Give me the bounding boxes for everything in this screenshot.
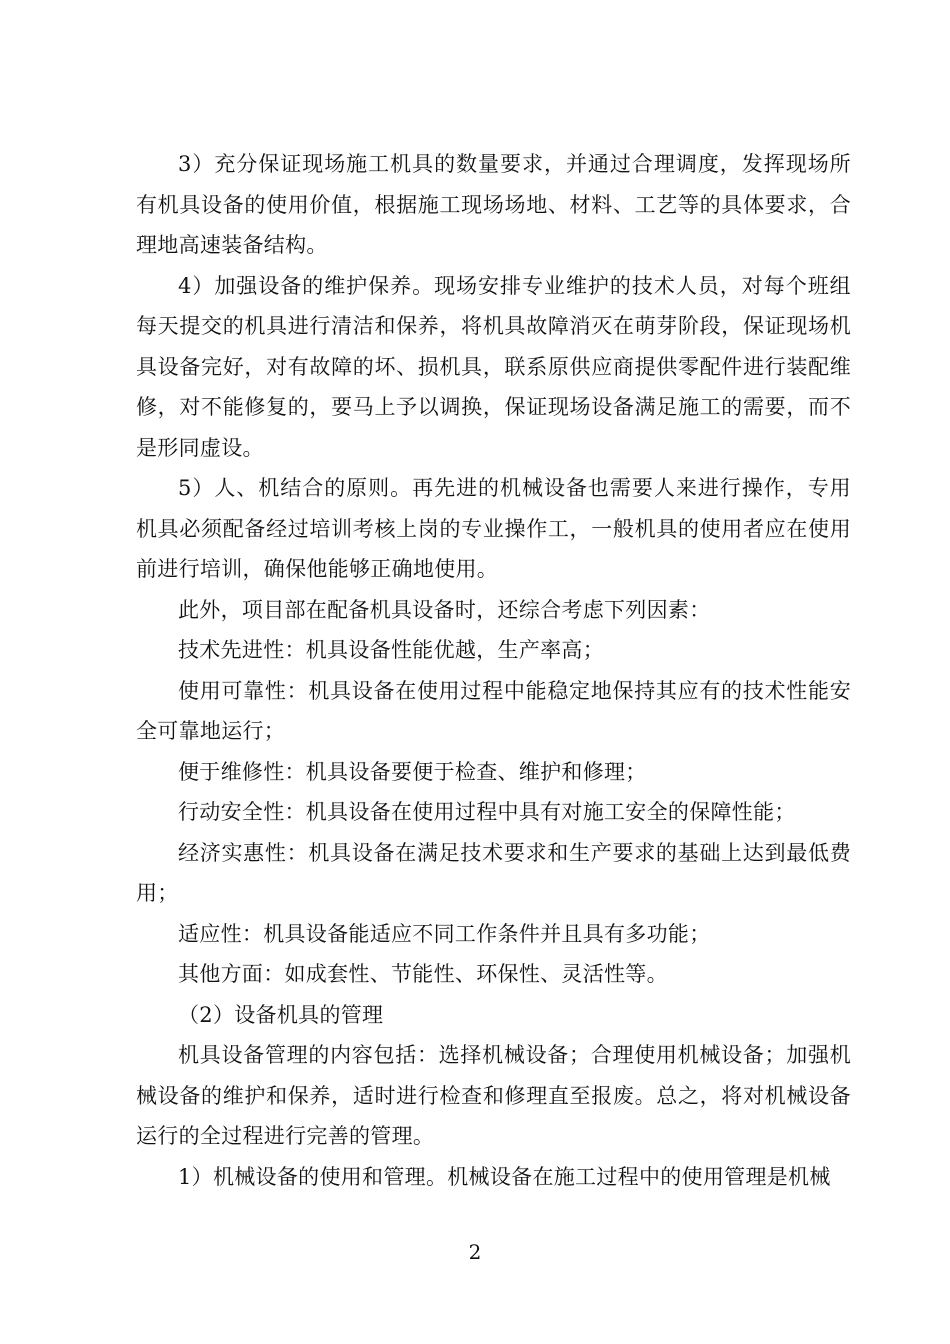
paragraph-factors-intro: 此外，项目部在配备机具设备时，还综合考虑下列因素： bbox=[178, 597, 711, 622]
body-text bbox=[136, 144, 851, 1197]
page-number: 2 bbox=[468, 1240, 482, 1264]
section-heading: （2）设备机具的管理 bbox=[178, 1002, 384, 1027]
paragraph-factor-reliability: 使用可靠性：机具设备在使用过程中能稳定地保持其应有的技术性能安全可靠地运行； bbox=[136, 678, 851, 743]
paragraph-factor-other: 其他方面：如成套性、节能性、环保性、灵活性等。 bbox=[178, 962, 668, 986]
paragraph-factor-advanced: 技术先进性：机具设备性能优越，生产率高； bbox=[178, 638, 604, 662]
paragraph-item-3: 3）充分保证现场施工机具的数量要求，并通过合理调度，发挥现场所有机具设备的使用价值，根据施工现场场地、材料、工艺等的具体要求，合理地高速装备结构。 bbox=[136, 152, 851, 257]
paragraph-item-4: 4）加强设备的维护保养。现场安排专业维护的技术人员，对每个班组每天提交的机具进行清洁和保养，将机具故障消灭在萌芽阶段，保证现场机具设备完好，对有故障的坏、损机具，联系原供应商提供零配件进行装配维修，对不能修复的，要马上予以调换，保证现场设备满足施工的需要，而不是形同虚设。 bbox=[136, 273, 851, 460]
paragraph-factor-adaptability: 适应性：机具设备能适应不同工作条件并且具有多功能； bbox=[178, 921, 711, 946]
paragraph-item-5: 5）人、机结合的原则。再先进的机械设备也需要人来进行操作，专用机具必须配备经过培训考核上岗的专业操作工，一般机具的使用者应在使用前进行培训，确保他能够正确地使用。 bbox=[136, 476, 851, 581]
paragraph-management-content: 机具设备管理的内容包括：选择机械设备；合理使用机械设备；加强机械设备的维护和保养，适时进行检查和修理直至报废。总之，将对机械设备运行的全过程进行完善的管理。 bbox=[136, 1043, 851, 1148]
paragraph-item-1: 1）机械设备的使用和管理。机械设备在施工过程中的使用管理是机械 bbox=[178, 1164, 831, 1189]
paragraph-factor-safety: 行动安全性：机具设备在使用过程中具有对施工安全的保障性能； bbox=[178, 800, 796, 824]
paragraph-factor-economy: 经济实惠性：机具设备在满足技术要求和生产要求的基础上达到最低费用； bbox=[136, 840, 851, 905]
paragraph-factor-maintainability: 便于维修性：机具设备要便于检查、维护和修理； bbox=[178, 759, 647, 784]
